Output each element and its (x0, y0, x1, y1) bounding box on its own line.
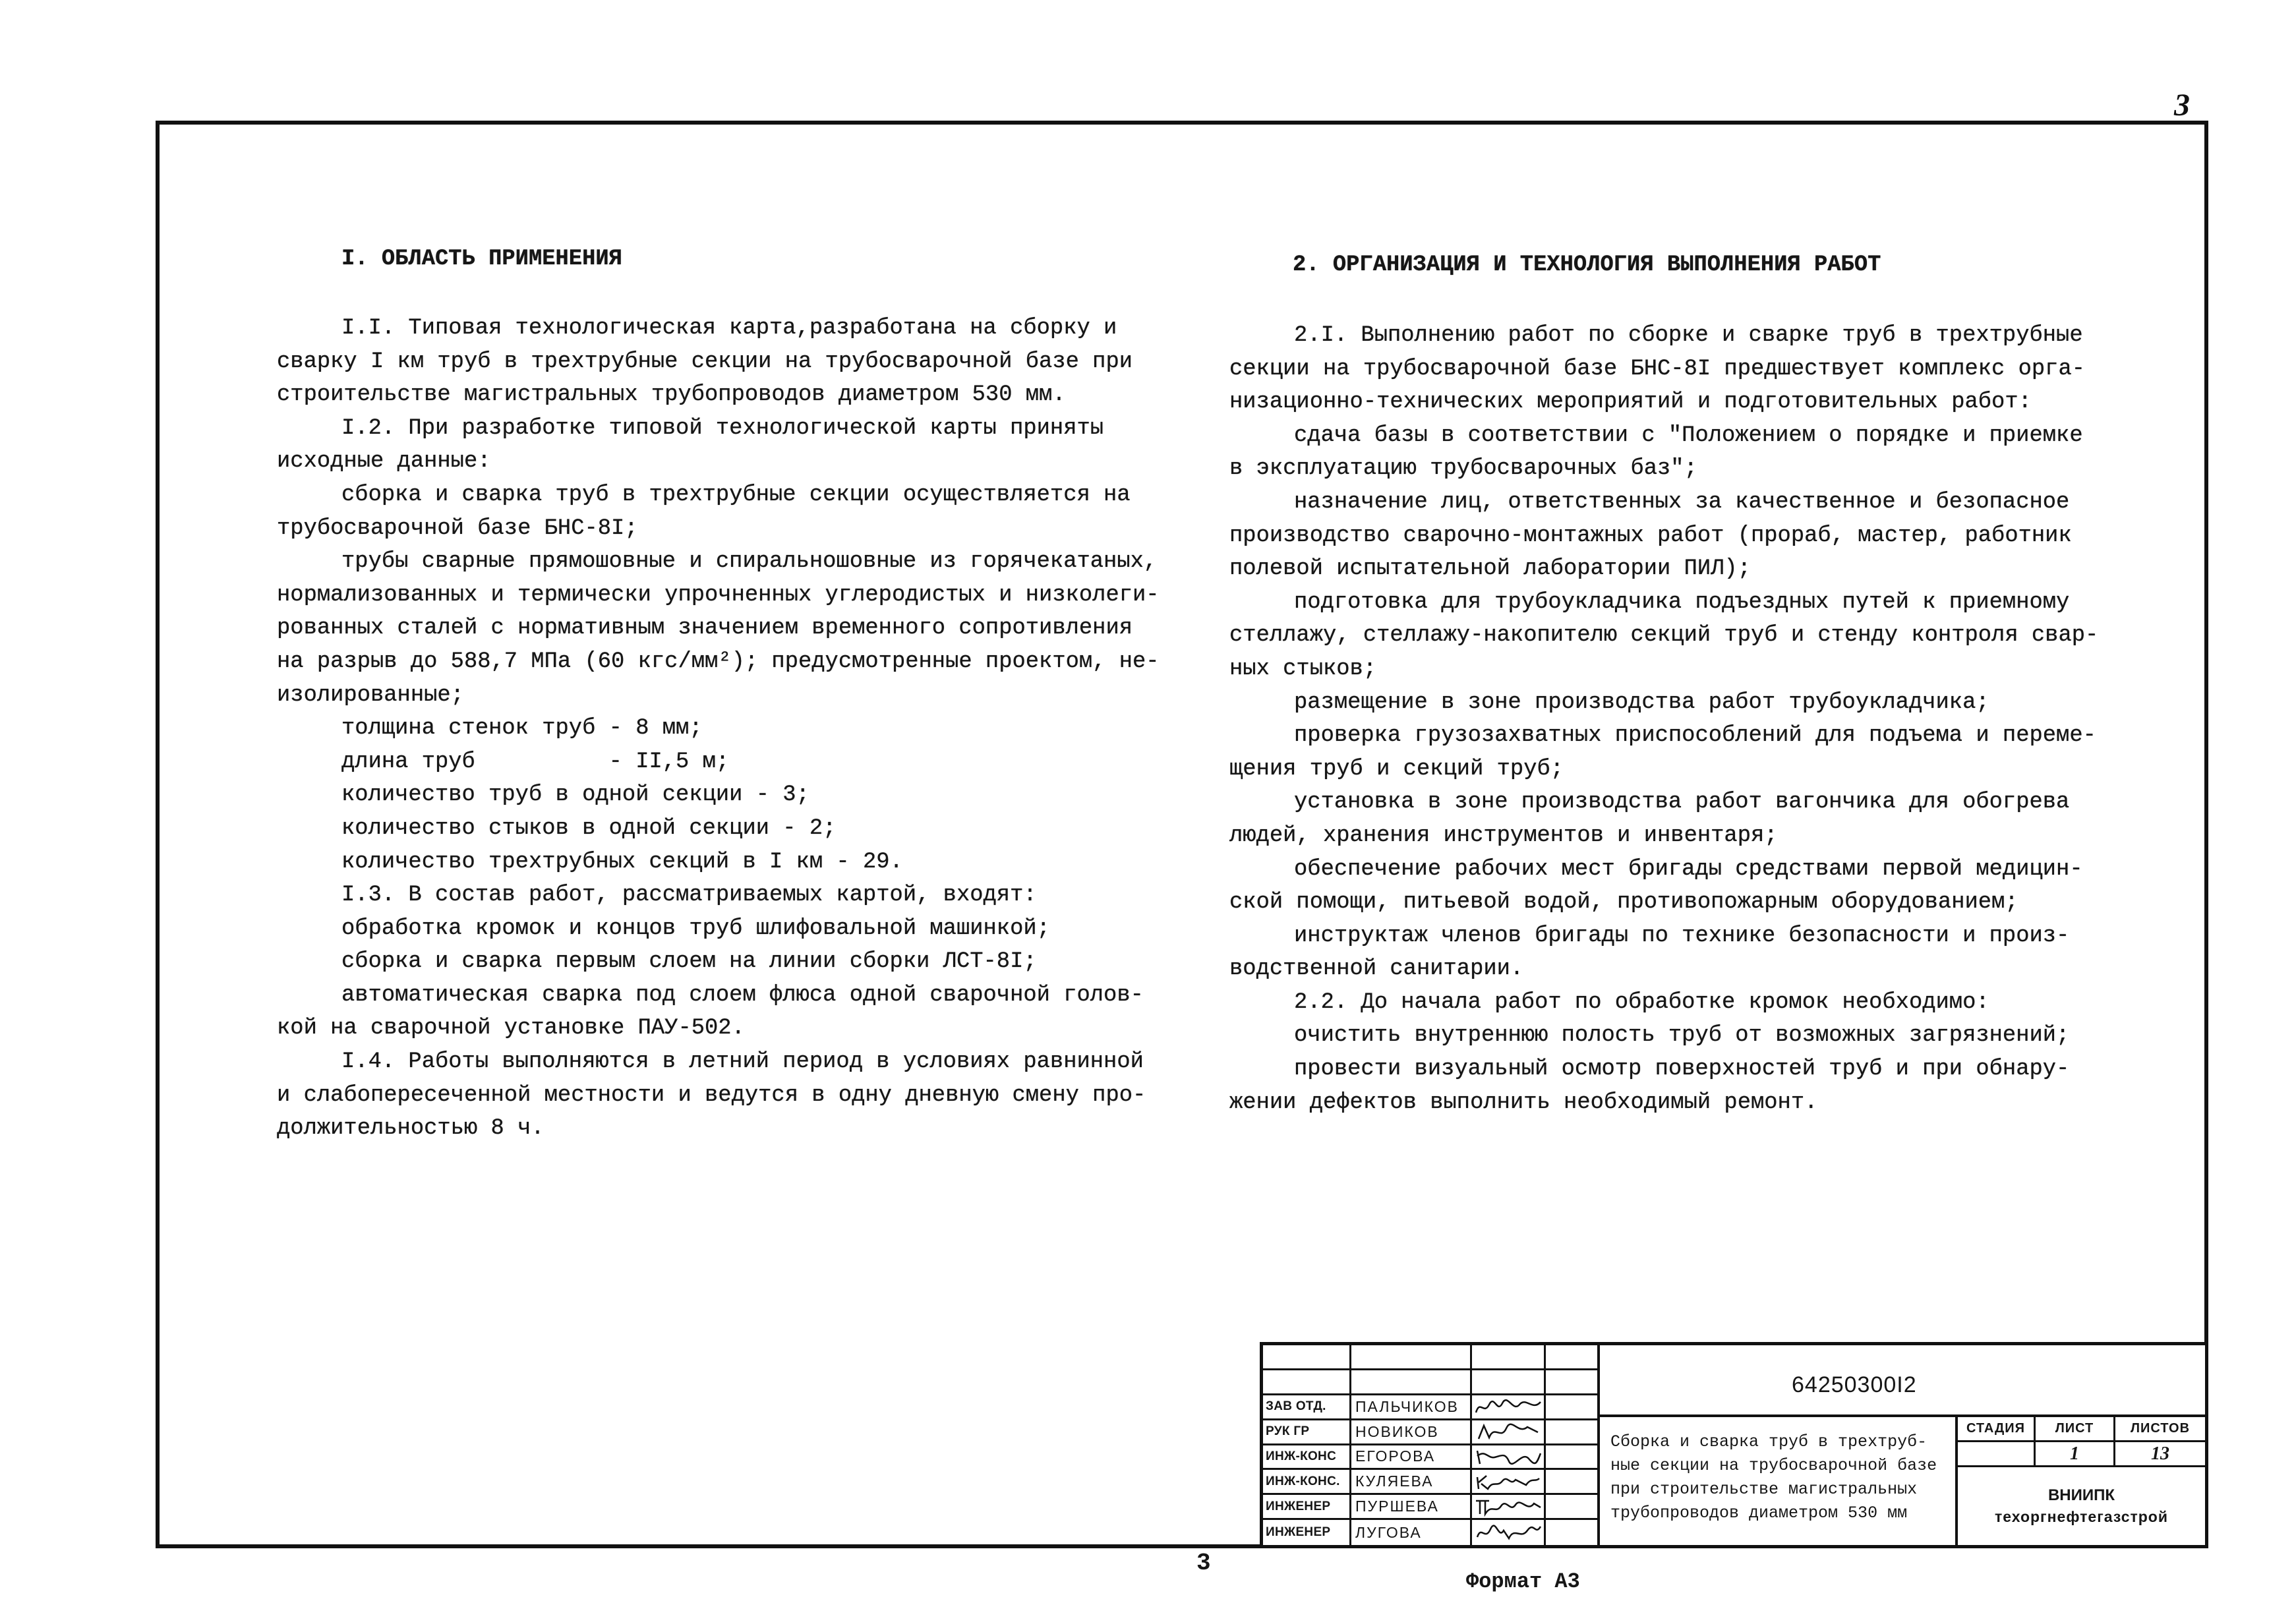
stamp-cell (1351, 1370, 1472, 1395)
body-text-line: нормализованных и термически упрочненных углеродистых и низколеги- (277, 582, 1160, 608)
footer-page-number: 3 (1196, 1550, 1211, 1577)
sheet-header: ЛИСТ (2036, 1417, 2115, 1442)
signatory-name: НОВИКОВ (1351, 1420, 1472, 1445)
body-text-line: количество трехтрубных секций в I км - 29. (341, 849, 903, 875)
body-text-line: установка в зоне производства работ вагончика для обогрева (1294, 790, 2070, 815)
signatory-role: ИНЖЕНЕР (1263, 1495, 1351, 1520)
body-text-line: людей, хранения инструментов и инвентаря; (1229, 823, 1778, 848)
body-text-line: ской помощи, питьевой водой, противопожарным оборудованием; (1229, 890, 2018, 916)
body-text-line: ных стыков; (1229, 656, 1377, 682)
signatory-name: ПАЛЬЧИКОВ (1351, 1395, 1472, 1420)
body-text-line: подготовка для трубоукладчика подъездных путей к приемному (1294, 589, 2070, 615)
stamp-cell (1351, 1345, 1472, 1370)
signature (1472, 1520, 1546, 1545)
body-text-line: назначение лиц, ответственных за качественное и безопасное (1294, 489, 2070, 515)
body-text-line: инструктаж членов бригады по технике безопасности и произ- (1294, 923, 2070, 948)
body-text-line: трубы сварные прямошовные и спиральношовные из горячекатаных, (341, 549, 1158, 575)
body-text-line: I.2. При разработке типовой технологической карты приняты (341, 415, 1104, 441)
body-text-line: в эксплуатацию трубосварочных баз"; (1229, 456, 1697, 482)
body-text-line: I.3. В состав работ, рассматриваемых картой, входят: (341, 883, 1037, 908)
stamp-cell (1546, 1520, 1600, 1545)
signature (1472, 1470, 1546, 1495)
body-text-line: трубосварочной базе БНС-8I; (277, 515, 638, 541)
page-number-top: 3 (2174, 88, 2190, 123)
body-text-line: сварку I км труб в трехтрубные секции на трубосварочной базе при (277, 349, 1133, 374)
signatory-name: ЛУГОВА (1351, 1520, 1472, 1545)
body-text-line: провести визуальный осмотр поверхностей труб и при обнару- (1294, 1057, 2070, 1082)
signatory-name: ПУРШЕВА (1351, 1495, 1472, 1520)
stamp-cell (1546, 1470, 1600, 1495)
signatory-role: ИНЖ-КОНС. (1263, 1470, 1351, 1495)
body-text-line: обеспечение рабочих мест бригады средствами первой медицин- (1294, 856, 2083, 882)
signatory-name: ЕГОРОВА (1351, 1445, 1472, 1471)
body-text-line: строительстве магистральных трубопроводов диаметром 530 мм. (277, 382, 1066, 408)
signatory-name: КУЛЯЕВА (1351, 1470, 1472, 1495)
stamp-cell (1546, 1395, 1600, 1420)
document-code-area (1600, 1345, 2205, 1417)
body-text-line: I.I. Типовая технологическая карта,разработана на сборку и (341, 316, 1117, 341)
body-text-line: количество стыков в одной секции - 2; (341, 815, 837, 841)
description-line: при строительстве магистральных (1610, 1480, 1918, 1499)
signature (1472, 1395, 1546, 1420)
stamp-cell (1472, 1345, 1546, 1370)
stamp-cell (1546, 1370, 1600, 1395)
body-text-line: проверка грузозахватных приспособлений для подъема и переме- (1294, 723, 2096, 749)
stamp-cell (1546, 1345, 1600, 1370)
section1-body (277, 312, 1160, 1146)
organization (1958, 1467, 2205, 1545)
sheet-info (1958, 1417, 2205, 1545)
section2-body (1229, 319, 2098, 1119)
body-text-line: сборка и сварка первым слоем на линии сборки ЛСТ-8I; (341, 949, 1037, 975)
body-text-line: изолированные; (277, 682, 464, 708)
body-text-line: 2.I. Выполнению работ по сборке и сварке труб в трехтрубные (1294, 323, 2083, 348)
description-line: ные секции на трубосварочной базе (1610, 1456, 1937, 1475)
body-text-line: секции на трубосварочной базе БНС-8I предшествует комплекс орга- (1229, 356, 2086, 382)
signatory-role: ЗАВ ОТД. (1263, 1395, 1351, 1420)
body-text-line: полевой испытательной лаборатории ПИЛ); (1229, 556, 1751, 582)
title-block (1260, 1342, 2208, 1548)
section2-title: 2. ОРГАНИЗАЦИЯ И ТЕХНОЛОГИЯ ВЫПОЛНЕНИЯ РАБОТ (1293, 252, 1881, 277)
signatures-table (1263, 1345, 1600, 1545)
sheet-value: 1 (2036, 1442, 2115, 1467)
body-text-line: стеллажу, стеллажу-накопителю секций труб и стенду контроля свар- (1229, 623, 2099, 649)
signature (1472, 1495, 1546, 1520)
body-text-line: сдача базы в соответствии с "Положением о порядке и приемке (1294, 423, 2083, 448)
title-block-main (1600, 1345, 2205, 1545)
organization-subtitle: техоргнефтегазстрой (1994, 1508, 2168, 1525)
sheets-value: 13 (2115, 1442, 2205, 1467)
stamp-cell (1472, 1370, 1546, 1395)
stamp-cell (1546, 1495, 1600, 1520)
description-line: трубопроводов диаметром 530 мм (1610, 1503, 1908, 1523)
body-text-line: автоматическая сварка под слоем флюса одной сварочной голов- (341, 982, 1144, 1008)
body-text-line: длина труб - II,5 м; (341, 749, 730, 774)
signatory-role: ИНЖ-КОНС (1263, 1445, 1351, 1471)
body-text-line: количество труб в одной секции - 3; (341, 782, 809, 808)
body-text-line: I.4. Работы выполняются в летний период в условиях равнинной (341, 1049, 1144, 1075)
body-text-line: рованных сталей с нормативным значением временного сопротивления (277, 616, 1133, 641)
stamp-cell (1263, 1345, 1351, 1370)
document-description (1600, 1417, 1958, 1545)
sheets-header: ЛИСТОВ (2115, 1417, 2205, 1442)
signature (1472, 1445, 1546, 1471)
body-text-line: обработка кромок и концов труб шлифовальной машинкой; (341, 916, 1050, 941)
section1-title: I. ОБЛАСТЬ ПРИМЕНЕНИЯ (341, 247, 622, 272)
body-text-line: кой на сварочной установке ПАУ-502. (277, 1016, 745, 1041)
body-text-line: размещение в зоне производства работ трубоукладчика; (1294, 689, 1989, 715)
stamp-cell (1546, 1445, 1600, 1471)
signatory-role: РУК ГР (1263, 1420, 1351, 1445)
stage-header: СТАДИЯ (1958, 1417, 2036, 1442)
body-text-line: жении дефектов выполнить необходимый ремонт. (1229, 1090, 1818, 1115)
body-text-line: исходные данные: (277, 449, 491, 475)
document-code: 64250300I2 (1792, 1372, 1917, 1397)
body-text-line: должительностью 8 ч. (277, 1116, 545, 1142)
body-text-line: и слабопересеченной местности и ведутся в одну дневную смену про- (277, 1082, 1146, 1108)
organization-name: ВНИИПК (2047, 1486, 2115, 1504)
signature (1472, 1420, 1546, 1445)
body-text-line: низационно-технических мероприятий и подготовительных работ: (1229, 390, 2032, 415)
body-text-line: очистить внутреннюю полость труб от возможных загрязнений; (1294, 1023, 2070, 1049)
body-text-line: на разрыв до 588,7 МПа (60 кгс/мм²); предусмотренные проектом, не- (277, 649, 1160, 674)
body-text-line: 2.2. До начала работ по обработке кромок необходимо: (1294, 989, 1989, 1015)
stamp-cell (1546, 1420, 1600, 1445)
paper-format-label: Формат А3 (1466, 1569, 1580, 1594)
body-text-line: сборка и сварка труб в трехтрубные секции осуществляется на (341, 482, 1131, 508)
description-line: Сборка и сварка труб в трехтруб- (1610, 1432, 1928, 1451)
stamp-cell (1263, 1370, 1351, 1395)
body-text-line: производство сварочно-монтажных работ (прораб, мастер, работник (1229, 523, 2072, 548)
body-text-line: щения труб и секций труб; (1229, 756, 1564, 782)
signatory-role: ИНЖЕНЕР (1263, 1520, 1351, 1545)
body-text-line: водственной санитарии. (1229, 956, 1524, 982)
body-text-line: толщина стенок труб - 8 мм; (341, 716, 703, 742)
stage-value (1958, 1442, 2036, 1467)
